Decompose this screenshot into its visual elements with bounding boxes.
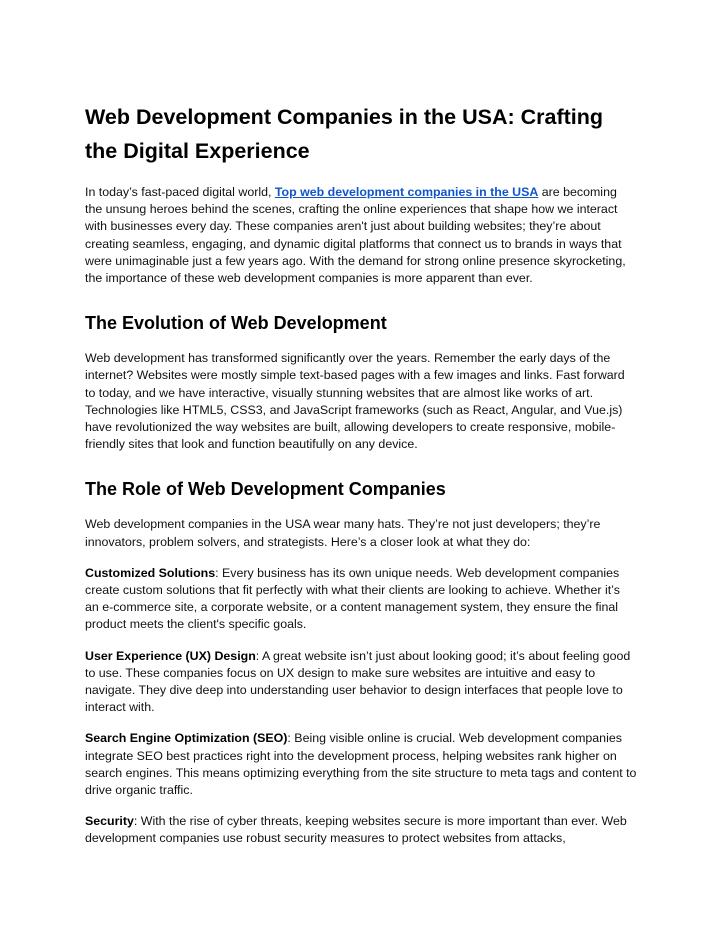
top-web-dev-companies-link[interactable]: Top web development companies in the USA [274,185,539,199]
role-paragraph: Web development companies in the USA wear many hats. They’re not just developers; they’re innovators, problem solvers, and strategists. Here’s a closer look at what they do: [85,517,601,549]
intro-paragraph [85,184,637,287]
service-description: : Every business has its own unique needs. Web development companies create custom solutions that fit perfectly with what their clients are looking to achieve. Whether it’s an e-commerce site, a corporate website, or a content management system, they ensure the final product meets the client's specific goals. [85,565,620,632]
service-term: Search Engine Optimization (SEO) [85,731,288,746]
document-title: Web Development Companies in the USA: Crafting the Digital Experience [85,105,604,163]
role-heading: The Role of Web Development Companies [85,479,446,500]
service-item-seo [85,730,637,799]
service-description: : A great website isn’t just about looking good; it’s about feeling good to use. These companies focus on UX design to make sure websites are intuitive and easy to navigate. They dive deep into understanding user behavior to design interfaces that people love to interact with. [85,648,631,715]
intro-text-before-link: In today’s fast-paced digital world, [85,185,275,199]
intro-text-after-link: are becoming the unsung heroes behind the scenes, crafting the online experiences that shape how we interact with businesses every day. These companies aren't just about building websites; they’re about creating seamless, engaging, and dynamic digital platforms that connect us to brands in ways that were unimaginable just a few years ago. With the demand for strong online presence skyrocketing, the importance of these web development companies is more apparent than ever. [85,185,626,286]
service-item-security [85,813,637,847]
service-description: : With the rise of cyber threats, keeping websites secure is more important than ever. Web development companies use robust security measures to protect websites from attacks, [85,814,627,846]
service-term: User Experience (UX) Design [85,648,256,663]
evolution-paragraph: Web development has transformed significantly over the years. Remember the early days of the internet? Websites were mostly simple text-based pages with a few images and links. Fast forward to today, and we have interactive, visually stunning websites that are almost like works of art. Technologies like HTML5, CSS3, and JavaScript frameworks (such as React, Angular, and Vue.js) have revolutionized the way websites are built, allowing developers to create responsive, mobile-friendly sites that look and function beautifully on any device. [85,351,625,452]
service-description: : Being visible online is crucial. Web development companies integrate SEO best practices right into the development process, helping websites rank higher on search engines. This means optimizing everything from the site structure to meta tags and content to drive organic traffic. [85,731,637,798]
service-item-ux-design [85,648,637,717]
document-page [85,100,637,848]
service-term: Security [85,814,134,829]
evolution-heading: The Evolution of Web Development [85,313,387,334]
service-item-customized-solutions [85,565,637,634]
service-term: Customized Solutions [85,565,216,580]
